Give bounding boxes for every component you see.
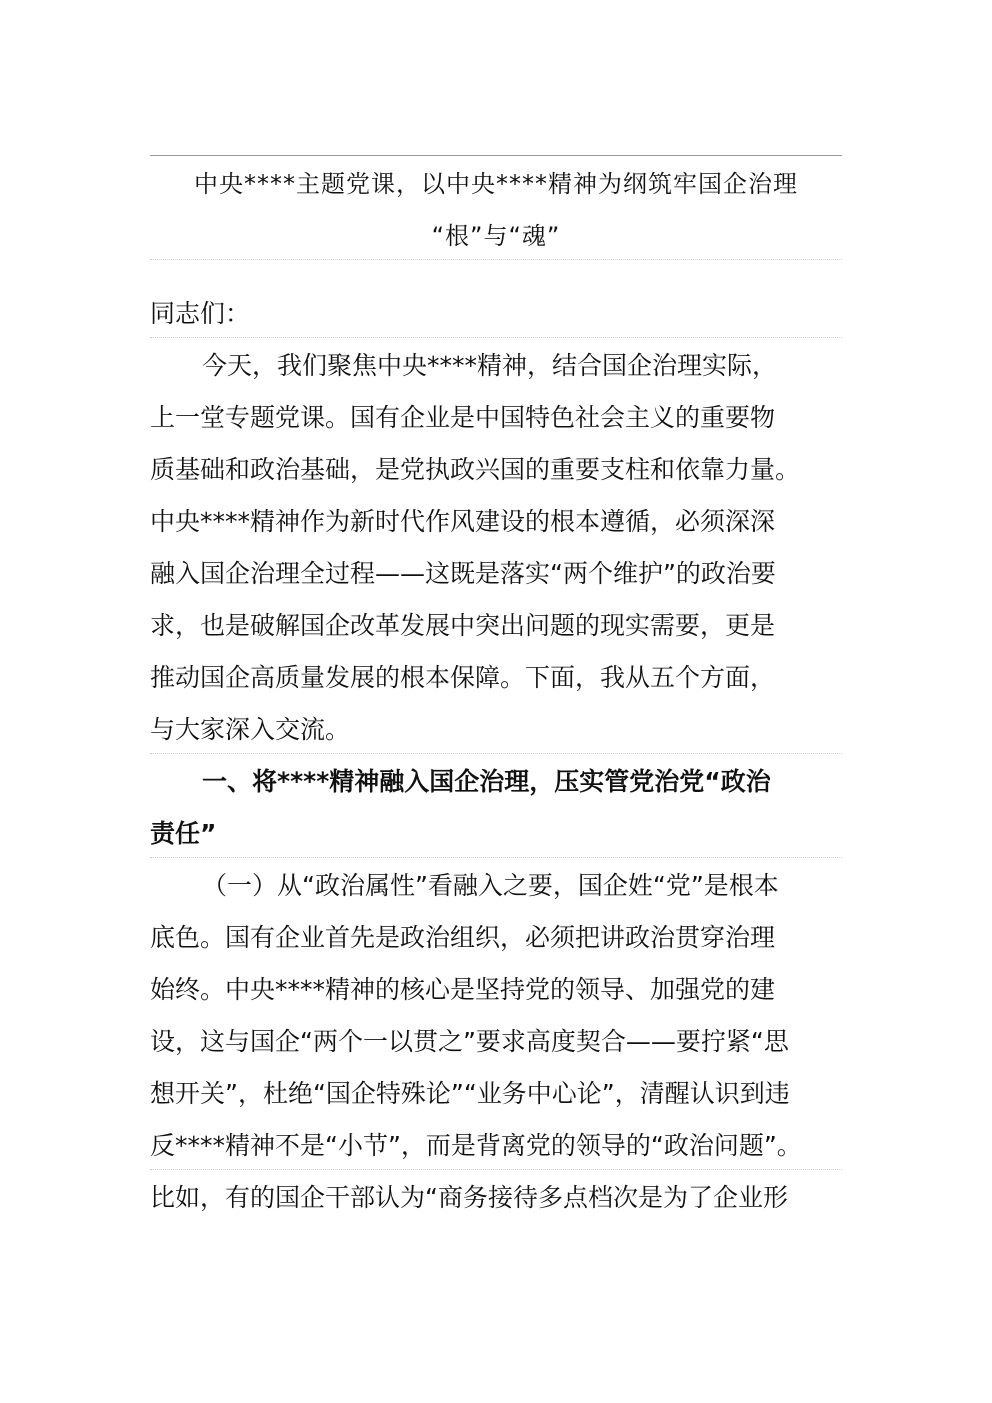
document-title-line-2: “根”与“魂”	[431, 222, 561, 250]
title-top-rule	[150, 155, 842, 156]
subsection-line: 想开关”，杜绝“国企特殊论”“业务中心论”，清醒认识到违	[150, 1079, 790, 1108]
subsection-line: 反****精神不是“小节”，而是背离党的领导的“政治问题”。	[150, 1131, 802, 1160]
intro-line: 上一堂专题党课。国有企业是中国特色社会主义的重要物	[150, 403, 776, 432]
subsection-line: （一）从“政治属性”看融入之要，国企姓“党”是根本	[202, 871, 779, 900]
intro-line: 推动国企高质量发展的根本保障。下面，我从五个方面，	[150, 663, 776, 692]
subsection-line: 底色。国有企业首先是政治组织，必须把讲政治贯穿治理	[150, 923, 776, 952]
intro-line: 融入国企治理全过程——这既是落实“两个维护”的政治要	[150, 559, 776, 588]
intro-line: 中央****精神作为新时代作风建设的根本遵循，必须深深	[150, 507, 776, 536]
subsection-line: 设，这与国企“两个一以贯之”要求高度契合——要拧紧“思	[150, 1027, 789, 1056]
section-heading-line: 一、将****精神融入国企治理，压实管党治党“政治	[202, 767, 771, 796]
document-title-line-1: 中央****主题党课，以中央****精神为纲筑牢国企治理	[194, 170, 798, 198]
salutation: 同志们：	[150, 299, 251, 328]
intro-line: 与大家深入交流。	[150, 715, 351, 744]
title-bottom-rule	[150, 259, 842, 260]
intro-line: 今天，我们聚焦中央****精神，结合国企治理实际，	[202, 351, 778, 380]
subsection-line: 比如，有的国企干部认为“商务接待多点档次是为了企业形	[150, 1183, 788, 1212]
line-separator	[150, 753, 842, 754]
intro-line: 求，也是破解国企改革发展中突出问题的现实需要，更是	[150, 611, 776, 640]
intro-line: 质基础和政治基础，是党执政兴国的重要支柱和依靠力量。	[150, 455, 801, 484]
section-heading-line: 责任”	[150, 819, 217, 848]
line-separator	[150, 1169, 842, 1170]
line-separator	[150, 857, 842, 858]
line-separator	[150, 337, 842, 338]
subsection-line: 始终。中央****精神的核心是坚持党的领导、加强党的建	[150, 975, 776, 1004]
